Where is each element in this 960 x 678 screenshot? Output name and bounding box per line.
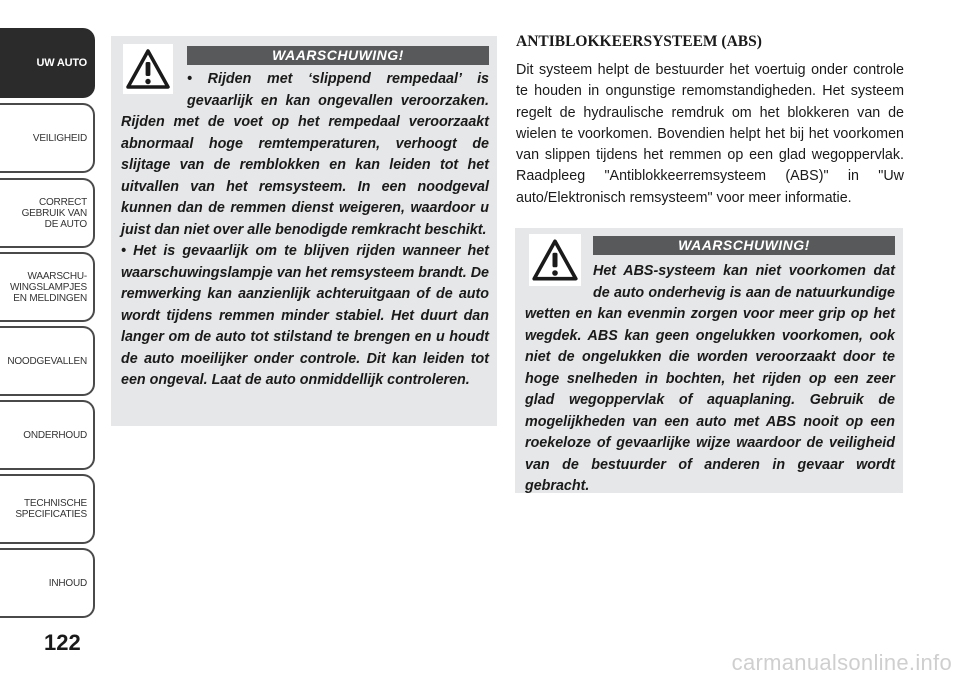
warning-box-abs [515,228,903,493]
section-body: Dit systeem helpt de bestuurder het voertuig onder controle te houden in ongunstige remomstandigheden. Het systeem regelt de hydraulische remdruk om het blokkeren van de wielen te voorkomen. Bovendien helpt het bij het voorkomen van slippen tijdens het remmen op een glad wegoppervlak. Raadpleeg "Antiblokkeerremsysteem (ABS)" in "Uw auto/Elektronisch remsysteem" voor meer informatie. [516,62,904,206]
section-title: ANTIBLOKKEERSYSTEEM (ABS) [516,33,762,50]
warning-text [525,261,895,498]
warning-box-brakes [111,36,497,426]
tab-waarschuwingslampjes[interactable] [0,252,95,322]
warning-triangle-icon [123,44,173,94]
warning-header: WAARSCHUWING! [187,46,489,65]
tab-uw-auto[interactable] [0,28,95,98]
tab-veiligheid[interactable] [0,103,95,173]
warning-triangle-icon [529,234,581,286]
watermark: carmanualsonline.info [731,650,952,675]
tab-label: VEILIGHEID [32,132,87,144]
tab-correct-gebruik[interactable] [0,178,95,248]
tab-label: CORRECT GEBRUIK VAN DE AUTO [21,196,87,230]
tab-label: WAARSCHU- WINGSLAMPJES EN MELDINGEN [9,270,87,304]
warning-bullet-1: • Rijden met ‘slippend rempedaal’ is gevaarlijk en kan ongevallen veroorzaken. Rijden met de voet op het rempedaal veroorzaakt abnormaal hoge remtemperaturen, verhoogt de slijtage van de remblokken en kan leiden tot het uitvallen van het remsysteem. In een noodgeval kunnen dan de remmen dienst weigeren, waardoor u juist dan niet over alle benodigde remkracht beschikt. [121,71,489,238]
tab-onderhoud[interactable] [0,400,95,470]
page-number: 122 [44,630,81,655]
warning-paragraph: Het ABS-systeem kan niet voorkomen dat de auto onderhevig is aan de natuurkundige wetten en kan evenmin zorgen voor meer grip op het wegdek. ABS kan geen ongelukken voorkomen, ook niet de ongelukken die worden veroorzaakt door te hoge snelheden in bochten, het rijden op een zeer glad wegoppervlak of aquaplaning. Gebruik de mogelijkheden van een auto met ABS nooit op een roekeloze of gevaarlijke wijze waardoor de veiligheid van de bestuurder of anderen in gevaar wordt gebracht. [525,263,895,494]
tab-technische-specificaties[interactable] [0,474,95,544]
warning-header: WAARSCHUWING! [593,236,895,255]
tab-label: ONDERHOUD [23,429,87,441]
tab-noodgevallen[interactable] [0,326,95,396]
tab-inhoud[interactable] [0,548,95,618]
tab-label: TECHNISCHE SPECIFICATIES [15,498,87,520]
warning-bullet-2: • Het is gevaarlijk om te blijven rijden wanneer het waarschuwingslampje van het remsysteem brandt. De remwerking kan aanzienlijk achteruitgaan of de auto wordt tijdens remmen minder stabiel. Het duurt dan langer om de auto tot stilstand te brengen en u houdt de auto moeilijker onder controle. Dit kan leiden tot een ongeval. Laat de auto onmiddellijk controleren. [121,243,489,388]
tab-label: UW AUTO [36,56,87,69]
warning-text [121,69,489,392]
tab-label: NOODGEVALLEN [7,355,87,367]
tab-label: INHOUD [48,577,87,589]
